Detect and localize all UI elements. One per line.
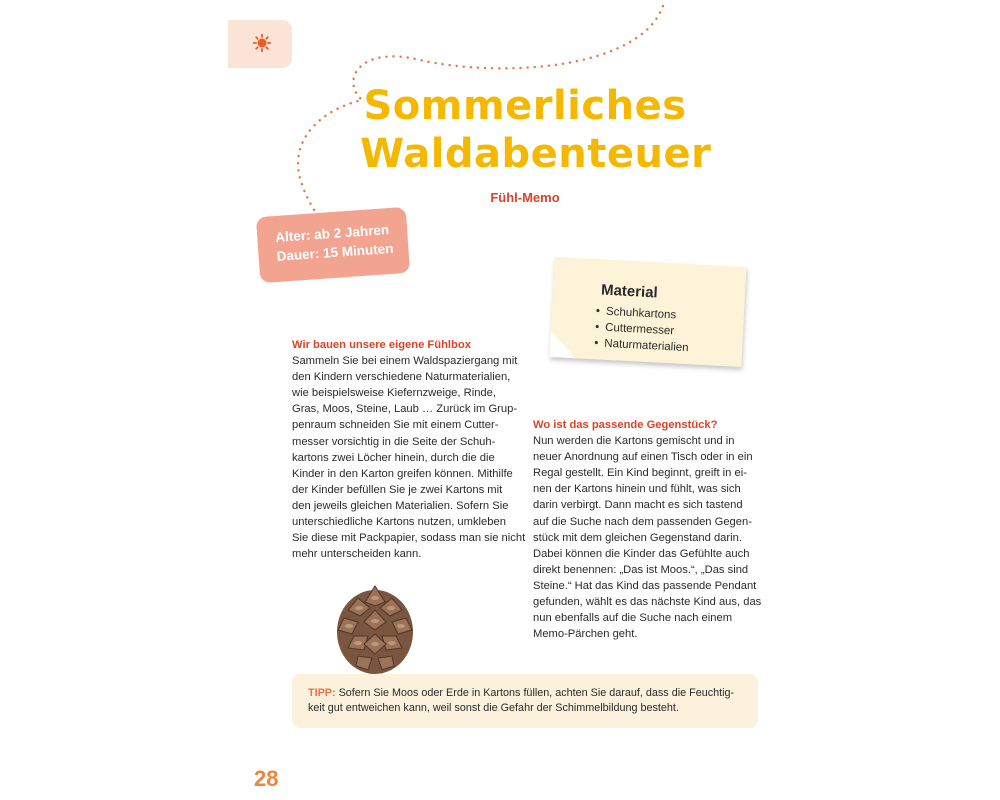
tip-line [308,686,742,701]
text-line: gefunden, wählt es das nächste Kind aus, das [533,596,762,609]
material-note [550,257,747,367]
tip-text: Sofern Sie Moos oder Erde in Kartons füllen, achten Sie darauf, dass die Feuchtig- [338,687,735,699]
text-line: Sammeln Sie bei einem Waldspaziergang mit [292,355,518,368]
page-title [360,82,712,178]
text-line: wie beispielsweise Kiefernzweige, Rinde, [292,387,496,400]
text-line: nen der Kartons hinein und fühlt, was sich [533,483,741,496]
text-line: stück mit dem gleichen Gegenstand darin. [533,531,742,544]
title-line-1: Sommerliches [363,83,687,129]
text-line: mehr unterscheiden kann. [292,548,422,561]
text-line: der Kinder befüllen Sie je zwei Kartons mit [292,483,503,496]
age-label: Alter: ab 2 Jahren [274,222,390,245]
material-item: • Schuhkartons [596,303,691,324]
tip-box [292,674,758,728]
text-line: penraum schneiden Sie mit einem Cutter- [292,419,499,432]
section-gegenstueck [533,417,763,642]
text-line: Sie diese mit Packpapier, sodass man sie nicht [292,532,526,545]
activity-subtitle: Fühl-Memo [490,190,560,205]
tip-line: keit gut entweichen kann, weil sonst die Gefahr der Schimmelbildung besteht. [308,702,679,714]
text-line: darin verbirgt. Dann macht es sich tastend [533,499,743,512]
text-line: Nun werden die Kartons gemischt und in [533,435,735,448]
text-line: unterschiedliche Kartons nutzen, umkleben [292,516,506,529]
text-line: Memo-Pärchen geht. [533,628,638,641]
text-line: Regal gestellt. Ein Kind beginnt, greift in ei- [533,467,747,480]
text-line: Gras, Moos, Steine, Laub … Zurück im Grup- [292,403,518,416]
title-line-2: Waldabenteuer [360,131,712,177]
material-list [594,303,691,356]
text-line: nun ebenfalls auf die Suche nach einem [533,612,733,625]
tip-label: TIPP: [308,687,336,699]
sun-icon [253,34,271,52]
sun-badge [228,20,292,68]
note-folded-corner [550,331,577,358]
section-heading: Wir bauen unsere eigene Fühlbox [292,339,471,351]
material-item: • Cuttermesser [595,319,690,340]
text-line: Dabei können die Kinder das Gefühlte auch [533,547,750,560]
text-line: auf die Suche nach dem passenden Gegen- [533,515,752,528]
material-item: • Naturmaterialien [594,335,689,356]
text-line: direkt benennen: „Das ist Moos.“, „Das sind [533,563,749,576]
text-line: Kinder in den Karton greifen können. Mithilfe [292,467,513,480]
text-line: kartons zwei Löcher hinein, durch die die [292,451,495,464]
age-duration-box [256,207,410,283]
duration-label: Dauer: 15 Minuten [276,240,394,264]
text-line: den Kindern verschiedene Naturmaterialien, [292,371,511,384]
section-heading: Wo ist das passende Gegenstück? [533,419,718,431]
pinecone-icon [330,578,420,678]
text-line: messer vorsichtig in die Seite der Schuh- [292,435,496,448]
section-fuehlbox [292,337,532,562]
text-line: den jeweils gleichen Materialien. Sofern Sie [292,499,509,512]
text-line: Steine.“ Hat das Kind das passende Pendant [533,579,757,592]
material-title: Material [600,281,659,302]
page-number: 28 [254,766,279,791]
text-line: neuer Anordnung auf einen Tisch oder in ein [533,451,753,464]
